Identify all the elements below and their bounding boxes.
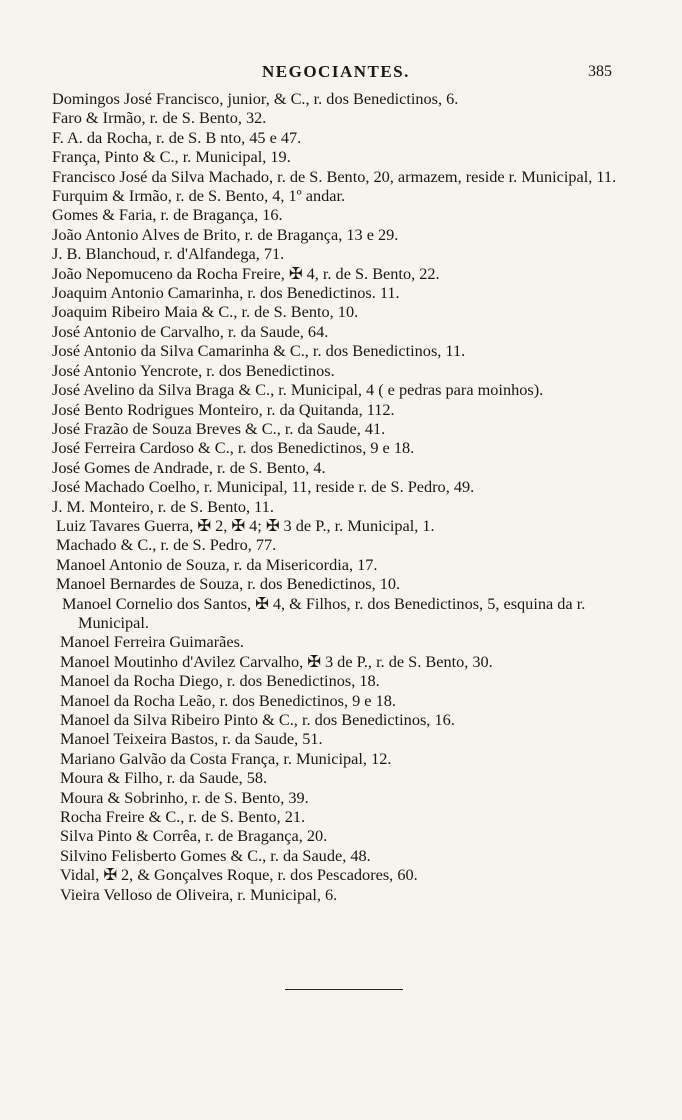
list-item: Gomes & Faria, r. de Bragança, 16.	[52, 205, 283, 225]
list-item: Joaquim Antonio Camarinha, r. dos Benedictinos. 11.	[52, 283, 400, 303]
list-item: Rocha Freire & C., r. de S. Bento, 21.	[60, 807, 306, 827]
merchant-list	[52, 89, 652, 904]
list-item: Manoel Teixeira Bastos, r. da Saude, 51.	[60, 729, 323, 749]
page-number: 385	[588, 63, 612, 80]
list-item: Furquim & Irmão, r. de S. Bento, 4, 1º andar.	[52, 186, 346, 206]
list-item: José Antonio de Carvalho, r. da Saude, 64.	[52, 321, 329, 341]
list-item: Luiz Tavares Guerra, ✠ 2, ✠ 4; ✠ 3 de P., r. Municipal, 1.	[56, 515, 435, 535]
list-item: João Antonio Alves de Brito, r. de Bragança, 13 e 29.	[52, 224, 399, 244]
list-item: Manoel Moutinho d'Avilez Carvalho, ✠ 3 de P., r. de S. Bento, 30.	[60, 651, 493, 671]
list-item: F. A. da Rocha, r. de S. B nto, 45 e 47.	[52, 127, 302, 147]
list-item: José Ferreira Cardoso & C., r. dos Benedictinos, 9 e 18.	[52, 438, 415, 458]
list-item: J. B. Blanchoud, r. d'Alfandega, 71.	[52, 244, 285, 264]
list-item: Manoel da Rocha Diego, r. dos Benedictinos, 18.	[60, 671, 380, 691]
list-item: Silva Pinto & Corrêa, r. de Bragança, 20.	[60, 826, 328, 846]
section-divider	[285, 989, 403, 990]
list-item: Manoel da Silva Ribeiro Pinto & C., r. dos Benedictinos, 16.	[60, 710, 455, 729]
list-item: José Antonio da Silva Camarinha & C., r. dos Benedictinos, 11.	[52, 341, 466, 361]
list-item: José Bento Rodrigues Monteiro, r. da Quitanda, 112.	[52, 399, 395, 419]
list-item: João Nepomuceno da Rocha Freire, ✠ 4, r. de S. Bento, 22.	[52, 263, 440, 283]
list-item: José Machado Coelho, r. Municipal, 11, reside r. de S. Pedro, 49.	[52, 477, 475, 497]
list-item: Moura & Sobrinho, r. de S. Bento, 39.	[60, 787, 309, 807]
list-item: Manoel Cornelio dos Santos, ✠ 4, & Filhos, r. dos Benedictinos, 5, esquina da r. Municipal.	[62, 593, 586, 632]
list-item: Vieira Velloso de Oliveira, r. Municipal, 6.	[60, 884, 338, 904]
list-item: Faro & Irmão, r. de S. Bento, 32.	[52, 108, 267, 128]
page-title: NEGOCIANTES.	[262, 62, 410, 81]
list-item: Francisco José da Silva Machado, r. de S. Bento, 20, armazem, reside r. Municipal, 11.	[52, 166, 617, 186]
list-item: França, Pinto & C., r. Municipal, 19.	[52, 147, 291, 167]
list-item: Manoel da Rocha Leão, r. dos Benedictinos, 9 e 18.	[60, 690, 396, 710]
list-item: Mariano Galvão da Costa França, r. Municipal, 12.	[60, 748, 392, 768]
list-item: José Avelino da Silva Braga & C., r. Municipal, 4 ( e pedras para moinhos).	[52, 380, 544, 400]
list-item: Moura & Filho, r. da Saude, 58.	[60, 768, 268, 788]
list-item: José Frazão de Souza Breves & C., r. da Saude, 41.	[52, 418, 386, 438]
page-header	[0, 62, 682, 84]
list-item: Manoel Bernardes de Souza, r. dos Benedictinos, 10.	[56, 574, 401, 594]
list-item: Manoel Ferreira Guimarães.	[60, 632, 244, 652]
list-item: Vidal, ✠ 2, & Gonçalves Roque, r. dos Pescadores, 60.	[60, 865, 418, 885]
list-item: Manoel Antonio de Souza, r. da Misericordia, 17.	[56, 554, 378, 574]
list-item: José Gomes de Andrade, r. de S. Bento, 4.	[52, 457, 326, 477]
list-item: José Antonio Yencrote, r. dos Benedictinos.	[52, 360, 335, 380]
list-item: Silvino Felisberto Gomes & C., r. da Saude, 48.	[60, 845, 371, 865]
list-item: J. M. Monteiro, r. de S. Bento, 11.	[52, 496, 274, 516]
list-item: Domingos José Francisco, junior, & C., r. dos Benedictinos, 6.	[52, 89, 459, 108]
list-item: Machado & C., r. de S. Pedro, 77.	[56, 535, 277, 555]
list-item: Joaquim Ribeiro Maia & C., r. de S. Bento, 10.	[52, 302, 359, 322]
